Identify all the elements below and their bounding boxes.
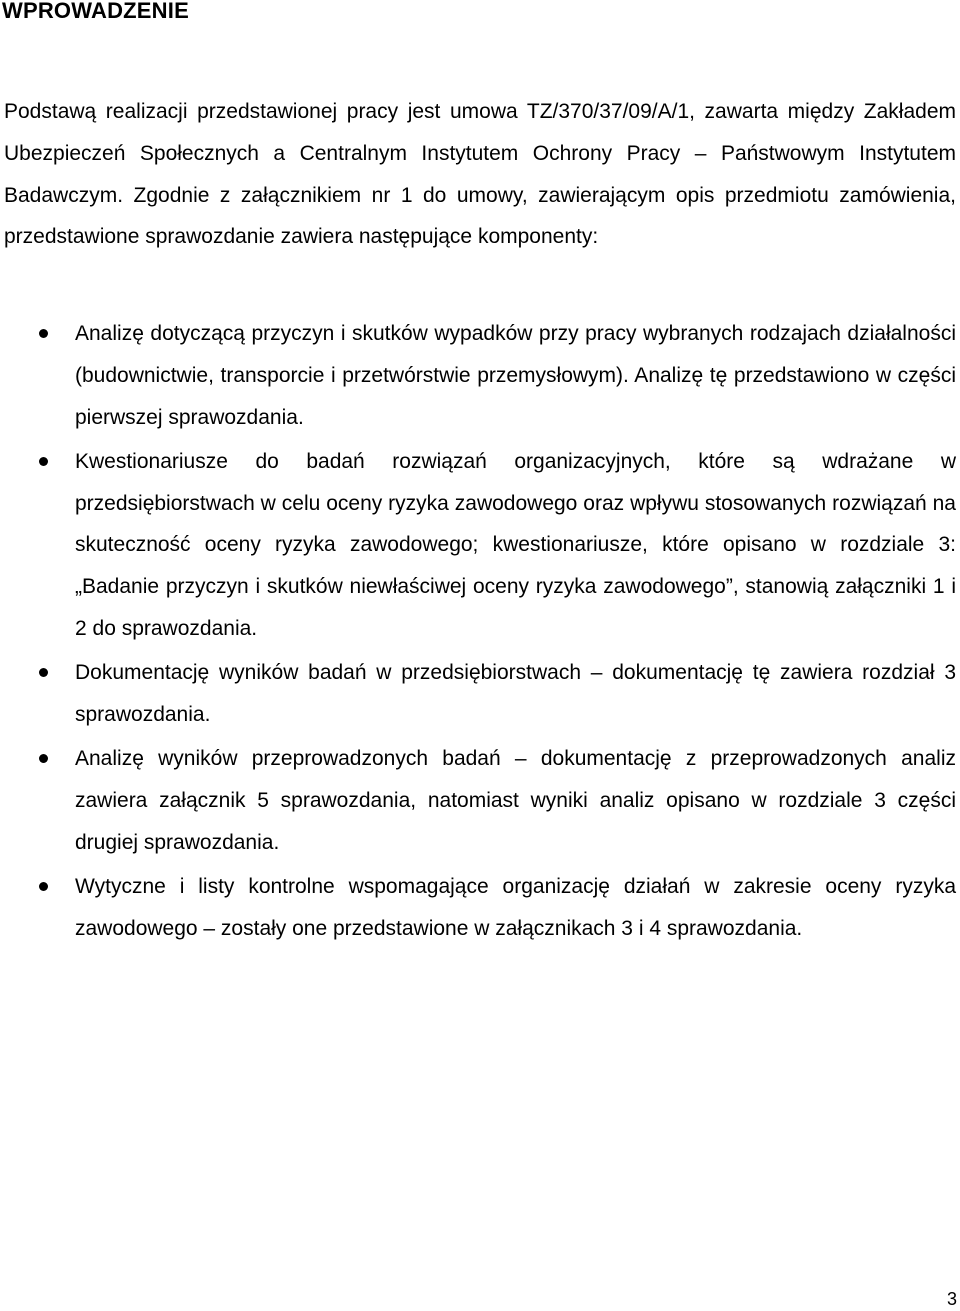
components-list [0,313,956,952]
bullet-icon [39,329,48,338]
list-item-text: Analizę dotyczącą przyczyn i skutków wypadków przy pracy wybranych rodzajach działalności (budownictwie, transporcie i przetwórstwie przemysłowym). Analizę tę przedstawiono w części pierwszej sprawozdania. [75,322,956,429]
bullet-icon [39,882,48,891]
list-item [0,866,956,950]
bullet-icon [39,668,48,677]
list-item-text: Wytyczne i listy kontrolne wspomagające organizację działań w zakresie oceny ryzyka zawodowego – zostały one przedstawione w załącznikach 3 i 4 sprawozdania. [75,875,956,941]
list-item [0,313,956,438]
bullet-icon [39,754,48,763]
list-item-text: Dokumentację wyników badań w przedsiębiorstwach – dokumentację tę zawiera rozdział 3 sprawozdania. [75,661,956,727]
list-item-text: Kwestionariusze do badań rozwiązań organizacyjnych, które są wdrażane w przedsiębiorstwach w celu oceny ryzyka zawodowego oraz wpływu stosowanych rozwiązań na skuteczność oceny ryzyka zawodowego; kwestionariusze, które opisano w rozdziale 3: „Badanie przyczyn i skutków niewłaściwej oceny ryzyka zawodowego”, stanowią załączniki 1 i 2 do sprawozdania. [75,449,956,641]
page-number: 3 [946,1289,957,1309]
bullet-icon [39,457,48,466]
list-item [0,441,956,650]
list-item [0,738,956,863]
intro-paragraph: Podstawą realizacji przedstawionej pracy jest umowa TZ/370/37/09/A/1, zawarta między Zakładem Ubezpieczeń Społecznych a Centralnym Instytutem Ochrony Pracy – Państwowym Instytutem Badawczym. Zgodnie z załącznikiem nr 1 do umowy, zawierającym opis przedmiotu zamówienia, przedstawione sprawozdanie zawiera następujące komponenty: [4,100,956,249]
list-item [0,652,956,736]
section-heading: WPROWADZENIE [2,0,189,23]
list-item-text: Analizę wyników przeprowadzonych badań – dokumentację z przeprowadzonych analiz zawiera załącznik 5 sprawozdania, natomiast wyniki analiz opisano w rozdziale 3 części drugiej sprawozdania. [75,747,956,855]
